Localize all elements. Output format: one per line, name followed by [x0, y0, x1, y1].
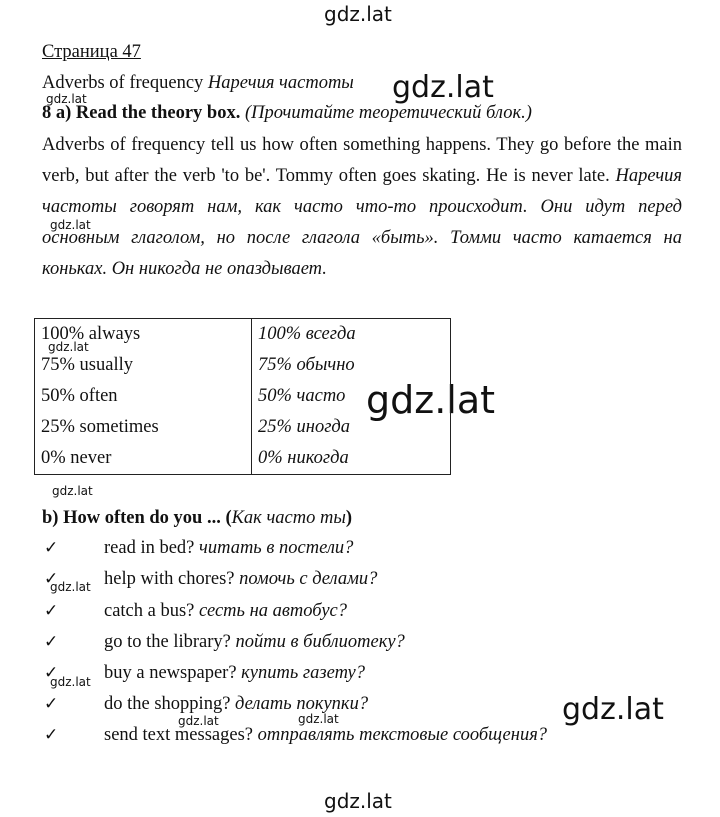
- table-row: [35, 412, 451, 443]
- watermark-small: gdz.lat: [50, 218, 91, 232]
- item-ru: помочь с делами?: [239, 569, 378, 589]
- theory-ru: Наречия частоты говорят нам, как часто что-то происходит. Они идут перед основным глаголом, но после глагола «быть». Томми часто катается на коньках. Он никогда не опаздывает.: [42, 166, 683, 279]
- list-item: [104, 694, 368, 715]
- watermark-small: gdz.lat: [50, 675, 91, 689]
- topic-en: Adverbs of frequency: [42, 73, 204, 93]
- item-ru: отправлять текстовые сообщения?: [257, 725, 548, 745]
- item-en: read in bed?: [104, 538, 195, 558]
- watermark-large: gdz.lat: [366, 378, 496, 422]
- table-cell-ru: 50% часто: [252, 381, 451, 412]
- table-cell-en: 100% always: [35, 319, 252, 351]
- item-en: help with chores?: [104, 569, 235, 589]
- list-item: [104, 725, 547, 746]
- task-b-label: b) How often do you ... (: [42, 508, 232, 528]
- list-item: [104, 663, 365, 684]
- item-ru: купить газету?: [241, 663, 365, 683]
- task-b-heading: [42, 508, 352, 529]
- watermark-small: gdz.lat: [46, 92, 87, 106]
- check-icon: ✓: [44, 569, 59, 588]
- task-b-close: ): [345, 508, 353, 528]
- watermark-bottom: gdz.lat: [324, 789, 392, 813]
- check-icon: ✓: [44, 663, 59, 682]
- table-cell-en: 0% never: [35, 443, 252, 475]
- watermark-right: gdz.lat: [562, 692, 664, 727]
- task-a-label: 8 a) Read the theory box.: [42, 103, 241, 123]
- list-item: [104, 538, 353, 559]
- watermark-top: gdz.lat: [324, 2, 392, 26]
- check-icon: ✓: [44, 725, 59, 744]
- table-row: [35, 443, 451, 475]
- theory-en: Adverbs of frequency tell us how often something happens. They go before the main verb, but after the verb 'to be'. Tommy often goes skating. He is never late.: [42, 135, 682, 186]
- item-ru: делать покупки?: [235, 694, 369, 714]
- task-b-ru: Как часто ты: [231, 508, 346, 528]
- item-en: buy a newspaper?: [104, 663, 237, 683]
- topic-ru: Наречия частоты: [207, 73, 354, 93]
- item-ru: пойти в библиотеку?: [235, 632, 405, 652]
- theory-text: [42, 130, 682, 285]
- item-ru: читать в постели?: [199, 538, 354, 558]
- item-en: do the shopping?: [104, 694, 231, 714]
- list-item: [104, 569, 377, 590]
- list-item: [104, 601, 347, 622]
- check-icon: ✓: [44, 538, 59, 557]
- table-cell-ru: 25% иногда: [252, 412, 451, 443]
- table-cell-ru: 0% никогда: [252, 443, 451, 475]
- watermark-small: gdz.lat: [52, 484, 93, 498]
- table-row: [35, 350, 451, 381]
- frequency-table: [34, 318, 451, 475]
- check-icon: ✓: [44, 632, 59, 651]
- table-cell-en: 50% often: [35, 381, 252, 412]
- item-en: go to the library?: [104, 632, 231, 652]
- task-a-heading: [42, 103, 532, 124]
- table-row: [35, 319, 451, 351]
- check-icon: ✓: [44, 601, 59, 620]
- watermark-header: gdz.lat: [392, 70, 494, 105]
- table-cell-en: 75% usually: [35, 350, 252, 381]
- list-item: [104, 632, 405, 653]
- watermark-small: gdz.lat: [178, 714, 219, 728]
- table-cell-ru: 100% всегда: [252, 319, 451, 351]
- page-heading: Страница 47: [42, 42, 141, 62]
- table-cell-en: 25% sometimes: [35, 412, 252, 443]
- watermark-small: gdz.lat: [50, 580, 91, 594]
- task-a-ru: (Прочитайте теоретический блок.): [244, 103, 532, 123]
- item-en: send text messages?: [104, 725, 253, 745]
- watermark-small: gdz.lat: [298, 712, 339, 726]
- check-icon: ✓: [44, 694, 59, 713]
- item-en: catch a bus?: [104, 601, 195, 621]
- topic-line: [42, 73, 354, 94]
- watermark-small: gdz.lat: [48, 340, 89, 354]
- table-row: [35, 381, 451, 412]
- table-cell-ru: 75% обычно: [252, 350, 451, 381]
- item-ru: сесть на автобус?: [199, 601, 348, 621]
